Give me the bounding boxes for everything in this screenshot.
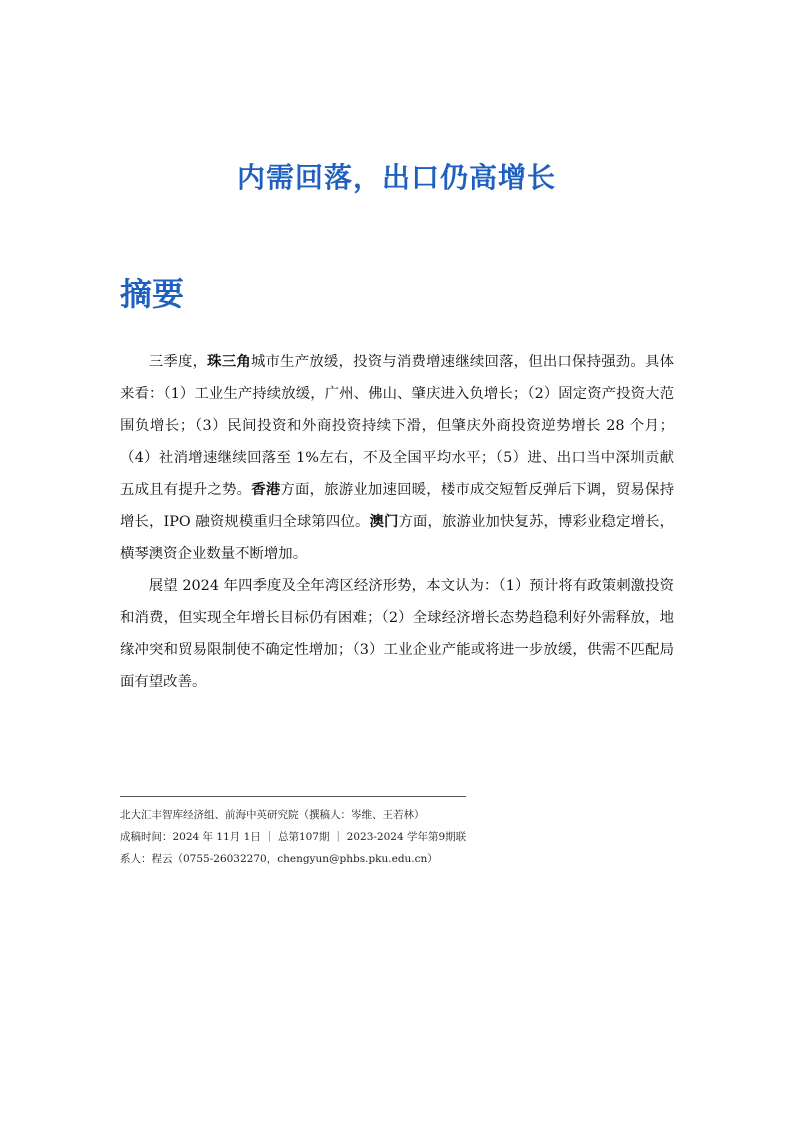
footnote xyxy=(120,804,480,870)
paragraph-text: 城市生产放缓，投资与消费增速继续回落，但出口保持强劲。具体来看：（1）工业生产持续放缓，广州、佛山、肇庆进入负增长；（2）固定资产投资大范围负增长；（3）民间投资和外商投资持续下滑，但肇庆外商投资逆势增长 28 个月；（4）社消增速继续回落至 1%左右，不及全国平均水平；（5）进、出口当中深圳贡献五成且有提升之势。 xyxy=(120,354,674,498)
keyword-hong-kong: 香港 xyxy=(251,482,281,498)
keyword-pearl-river-delta: 珠三角 xyxy=(207,354,251,370)
paragraph-text: 方面，旅游业加速回暖，楼市成交短暂反弹后下调，贸易保持增长，IPO 融资规模重归全球第四位。 xyxy=(120,482,674,530)
footnote-divider xyxy=(120,796,466,797)
report-title: 内需回落，出口仍高增长 xyxy=(236,161,556,194)
abstract-paragraph-2: 展望 2024 年四季度及全年湾区经济形势，本文认为：（1）预计将有政策刺激投资和消费，但实现全年增长目标仍有困难；（2）全球经济增长态势趋稳利好外需释放，地缘冲突和贸易限制使不确定性增加；（3）工业企业产能或将进一步放缓，供需不匹配局面有望改善。 xyxy=(120,578,674,690)
footnote-authors: 北大汇丰智库经济组、前海中英研究院（撰稿人：岑维、王若林） xyxy=(120,809,425,821)
paragraph-text: 方面，旅游业加快复苏，博彩业稳定增长，横琴澳资企业数量不断增加。 xyxy=(120,514,674,562)
paragraph-text: 三季度， xyxy=(148,354,208,370)
abstract-heading: 摘要 xyxy=(120,275,185,313)
abstract-body xyxy=(120,346,674,698)
footnote-contact: 系人：程云（0755-26032270，chengyun@phbs.pku.edu.cn） xyxy=(120,853,438,865)
keyword-macau: 澳门 xyxy=(369,514,399,530)
abstract-paragraph-1 xyxy=(120,346,674,570)
footnote-date-issue: 成稿时间：2024 年 11月 1日 ｜ 总第107期 ｜ 2023-2024 学年第9期联 xyxy=(120,831,467,843)
